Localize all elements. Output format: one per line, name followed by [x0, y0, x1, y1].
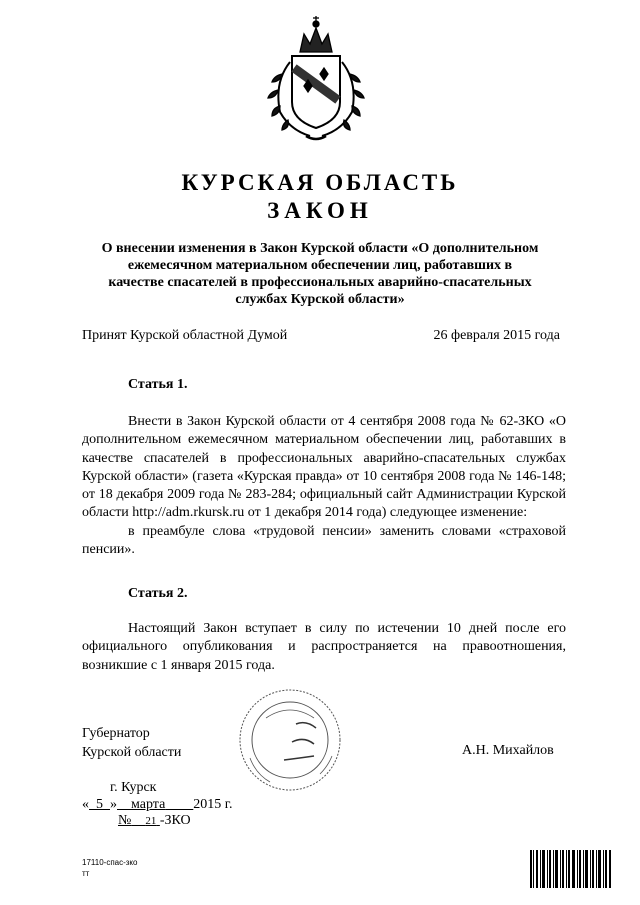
law-title-line: ежемесячном материальном обеспечении лиц, работавших в: [127, 258, 513, 273]
article-1-heading: Статья 1.: [128, 377, 188, 392]
coat-of-arms-emblem: [260, 12, 372, 142]
article-2-heading: Статья 2.: [128, 586, 188, 601]
article-2-paragraph: Настоящий Закон вступает в силу по истечении 10 дней после его официального опубликования и распространяется на правоотношения, возникшие с 1 января 2015 года.: [82, 621, 566, 673]
signatory-position: [82, 724, 181, 762]
document-code-line: тт: [82, 869, 90, 878]
date-month: марта: [131, 797, 166, 812]
official-stamp: [236, 684, 344, 796]
region-heading: КУРСКАЯ ОБЛАСТЬ: [181, 170, 459, 195]
law-title-line: О внесении изменения в Закон Курской области «О дополнительном: [101, 241, 539, 256]
date-day: 5: [96, 797, 103, 812]
adoption-date: 26 февраля 2015 года: [433, 328, 560, 343]
signing-place: г. Курск: [110, 780, 157, 795]
document-type-heading: ЗАКОН: [267, 198, 373, 223]
article-2-body: [82, 620, 566, 675]
law-number-prefix: № 21: [118, 813, 157, 828]
date-year: 2015 г.: [193, 797, 233, 812]
law-number-suffix: -ЗКО: [159, 813, 191, 828]
law-number: [118, 813, 191, 829]
law-number-value: 21: [145, 815, 157, 827]
law-title-line: качестве спасателей в профессиональных аварийно-спасательных: [108, 275, 532, 290]
signing-date: [82, 797, 232, 813]
document-code: [82, 857, 137, 879]
signatory-position-line: Губернатор: [82, 726, 150, 741]
article-1-paragraph: в преамбуле слова «трудовой пенсии» заменить словами «страховой пенсии».: [82, 523, 566, 558]
signatory-name: А.Н. Михайлов: [462, 743, 554, 758]
law-title: [70, 240, 570, 308]
adopted-by: Принят Курской областной Думой: [82, 328, 288, 343]
document-code-line: 17110-спас-зко: [82, 858, 138, 867]
article-1-body: [82, 413, 566, 559]
signatory-position-line: Курской области: [82, 745, 182, 760]
law-title-line: службах Курской области»: [235, 292, 405, 307]
date-close-quote: »: [110, 797, 117, 812]
article-1-paragraph: Внести в Закон Курской области от 4 сентября 2008 года № 62-ЗКО «О дополнительном ежемесячном материальном обеспечении лиц, работавших в качестве спасателей в профессиональных аварийно-спасательных службах Курской области» (газета «Курская правда» от 10 сентября 2008 года № 146-148; от 18 декабря 2009 года № 283-284; официальный сайт Администрации Курской области http://adm.rkursk.ru от 1 декабря 2014 года) следующее изменение:: [82, 414, 566, 521]
barcode-icon: [530, 850, 612, 888]
date-open-quote: «: [82, 797, 89, 812]
